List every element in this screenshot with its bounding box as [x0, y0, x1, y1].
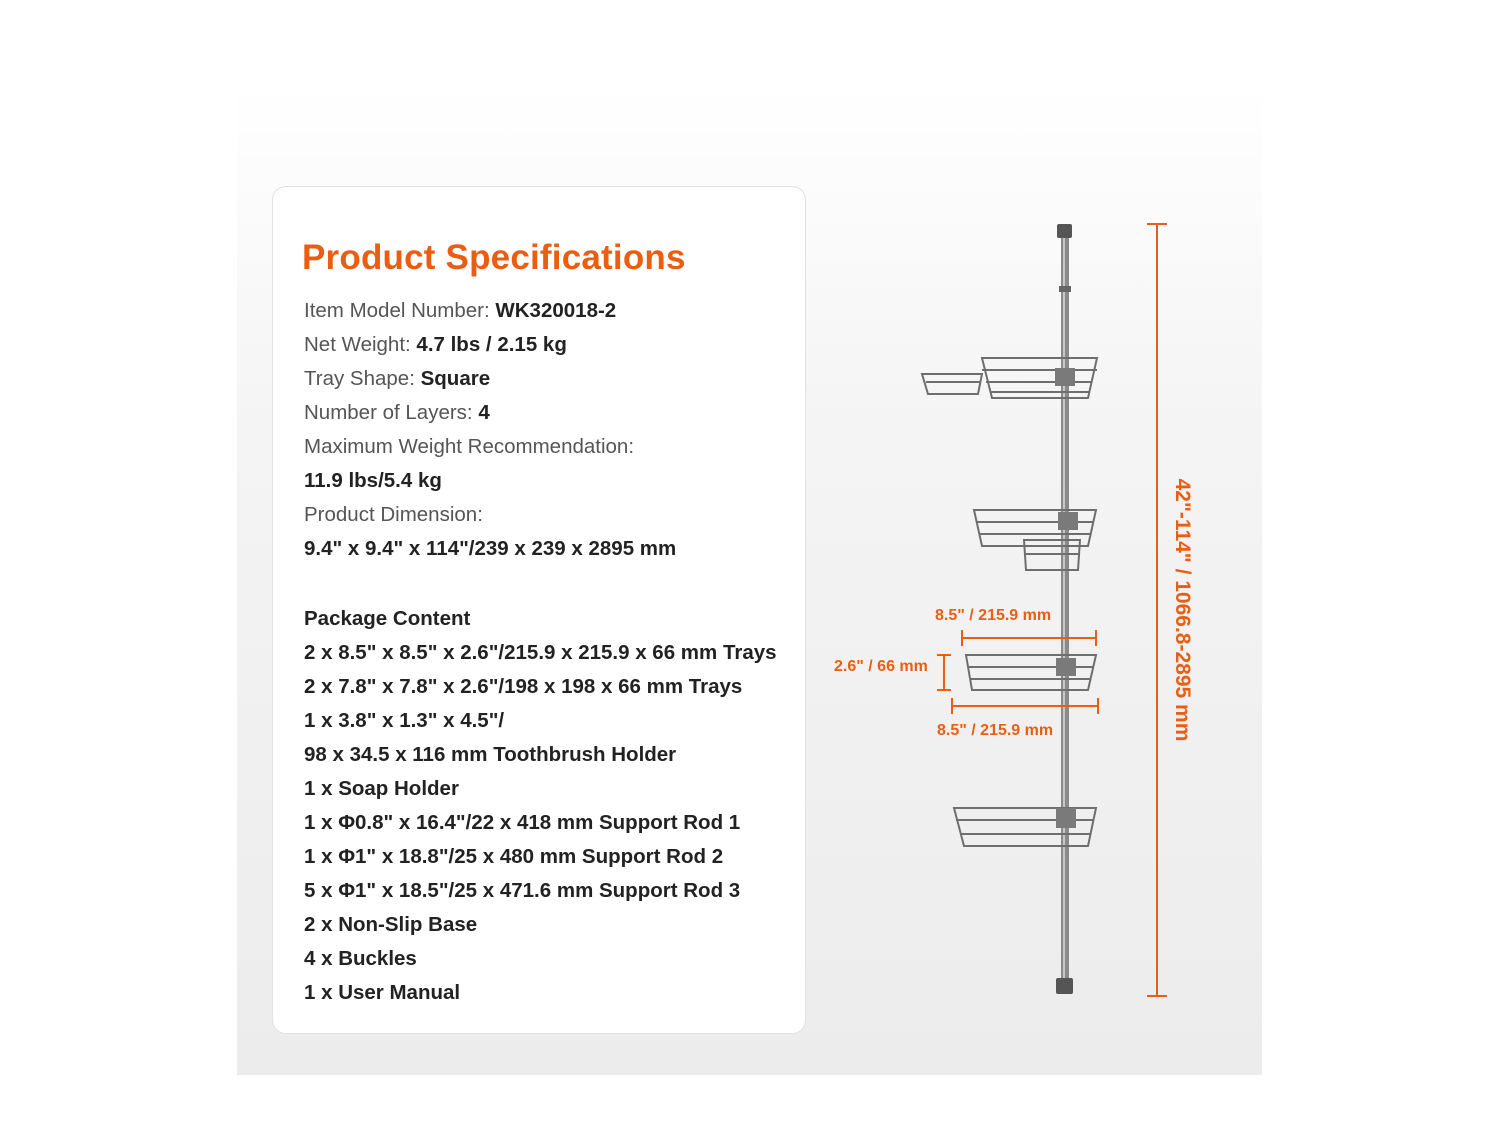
total-height-label: 42"-114" / 1066.8-2895 mm: [1171, 478, 1194, 742]
spec-label: Number of Layers:: [304, 401, 479, 424]
second-tray-with-toothbrush-holder: [974, 510, 1096, 570]
spec-label: Product Dimension:: [304, 503, 483, 526]
package-item: 1 x 3.8" x 1.3" x 4.5"/: [304, 709, 505, 732]
package-item: 5 x Φ1" x 18.5"/25 x 471.6 mm Support Rod 3: [304, 879, 741, 902]
spec-value: 9.4" x 9.4" x 114"/239 x 239 x 2895 mm: [304, 537, 677, 560]
package-item: 4 x Buckles: [304, 947, 417, 970]
spec-value: Square: [420, 367, 491, 390]
spec-value: 4.7 lbs / 2.15 kg: [416, 333, 567, 356]
spec-label: Item Model Number:: [304, 299, 496, 322]
spec-label: Maximum Weight Recommendation:: [304, 435, 635, 458]
package-item: 1 x Φ1" x 18.8"/25 x 480 mm Support Rod 2: [304, 845, 724, 868]
spec-value: WK320018-2: [495, 299, 617, 322]
package-item: 98 x 34.5 x 116 mm Toothbrush Holder: [304, 743, 677, 766]
third-tray: [966, 655, 1096, 690]
spec-value: 4: [478, 401, 490, 424]
package-heading: Package Content: [304, 607, 471, 630]
page-title: Product Specifications: [302, 238, 686, 277]
package-item: 2 x 7.8" x 7.8" x 2.6"/198 x 198 x 66 mm Trays: [304, 675, 743, 698]
bottom-tray: [954, 808, 1096, 846]
spec-value: 11.9 lbs/5.4 kg: [304, 469, 442, 492]
support-pole: [1056, 224, 1073, 994]
tray-width-top-label: 8.5" / 215.9 mm: [935, 607, 1052, 624]
tray-width-bottom-label: 8.5" / 215.9 mm: [937, 722, 1054, 739]
spec-label: Net Weight:: [304, 333, 417, 356]
package-item: 2 x Non-Slip Base: [304, 913, 478, 936]
spec-label: Tray Shape:: [304, 367, 421, 390]
package-item: 1 x Φ0.8" x 16.4"/22 x 418 mm Support Rod 1: [304, 811, 741, 834]
package-item: 1 x Soap Holder: [304, 777, 459, 800]
package-item: 1 x User Manual: [304, 981, 461, 1004]
package-item: 2 x 8.5" x 8.5" x 2.6"/215.9 x 215.9 x 66 mm Trays: [304, 641, 777, 664]
top-tray-with-soap-holder: [922, 358, 1097, 398]
tray-height-label: 2.6" / 66 mm: [834, 658, 928, 675]
